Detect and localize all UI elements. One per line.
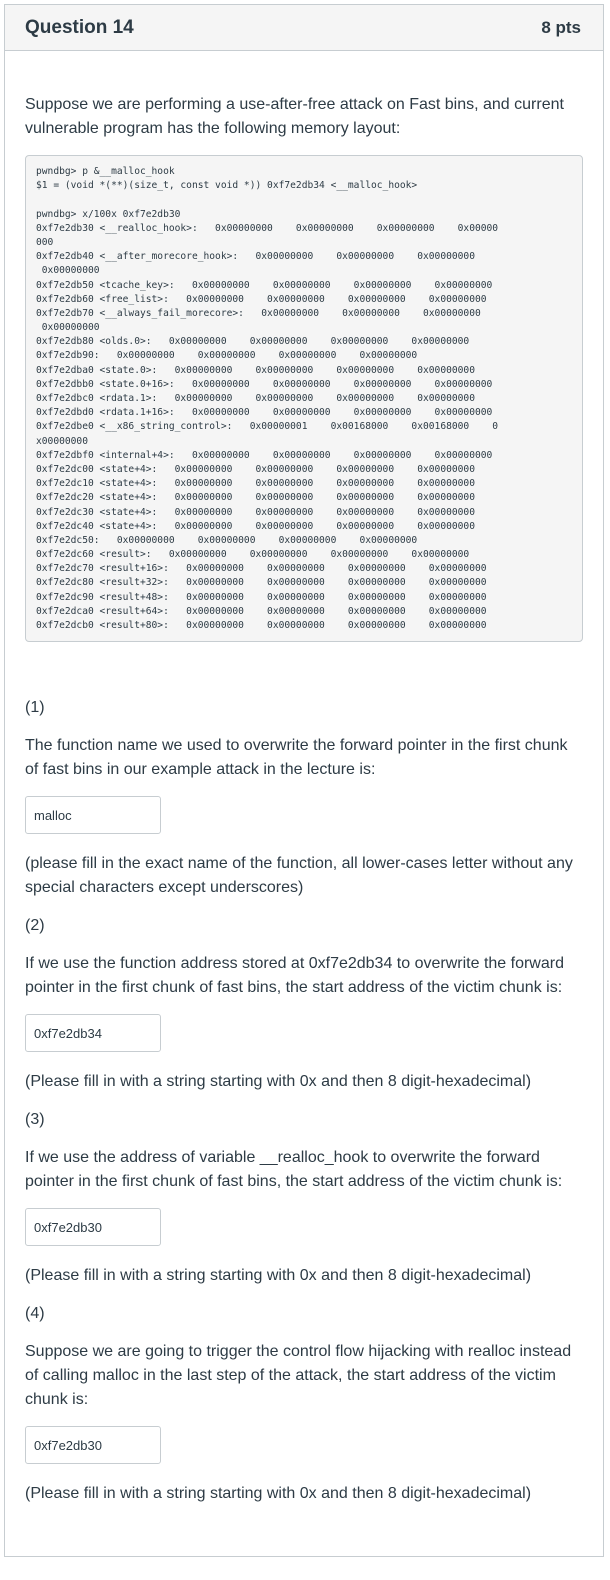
question-title: Question 14 (25, 16, 134, 38)
code-line: 0xf7e2dc90 <result+48>: 0x00000000 0x00000000 0x00000000 0x00000000 (36, 591, 487, 603)
code-line: 0xf7e2dc00 <state+4>: 0x00000000 0x00000000 0x00000000 0x00000000 (36, 463, 475, 475)
part-prompt: If we use the function address stored at 0xf7e2db34 to overwrite the forward pointer in the first chunk of fast bins, the start address of the victim chunk is: (25, 955, 564, 997)
code-line: $1 = (void *(**)(size_t, const void *)) 0xf7e2db34 <__malloc_hook> (36, 180, 418, 192)
part-label: (2) (25, 917, 45, 935)
code-line: 0xf7e2dca0 <result+64>: 0x00000000 0x00000000 0x00000000 0x00000000 (36, 605, 487, 617)
answer-input[interactable] (25, 796, 161, 834)
code-line: 0xf7e2dbe0 <__x86_string_control>: 0x00000001 0x00168000 0x00168000 0 (36, 421, 499, 433)
answer-input[interactable] (25, 1426, 161, 1464)
code-line: 0xf7e2dc20 <state+4>: 0x00000000 0x00000000 0x00000000 0x00000000 (36, 492, 475, 504)
code-line: 0xf7e2dc60 <result>: 0x00000000 0x00000000 0x00000000 0x00000000 (36, 549, 470, 561)
code-line: 0xf7e2db50 <tcache_key>: 0x00000000 0x00000000 0x00000000 0x00000000 (36, 279, 493, 291)
part-prompt: Suppose we are going to trigger the control flow hijacking with realloc instead of calling malloc in the last step of the attack, the start address of the victim chunk is: (25, 1343, 572, 1409)
part-label: (1) (25, 699, 45, 717)
code-line: 0xf7e2dc80 <result+32>: 0x00000000 0x00000000 0x00000000 0x00000000 (36, 577, 487, 589)
code-line: 0xf7e2dbc0 <rdata.1>: 0x00000000 0x00000000 0x00000000 0x00000000 (36, 393, 475, 404)
code-line: 0xf7e2dbb0 <state.0+16>: 0x00000000 0x00000000 0x00000000 0x00000000 (36, 378, 493, 390)
code-line: 0xf7e2dbd0 <rdata.1+16>: 0x00000000 0x00000000 0x00000000 0x00000000 (36, 407, 493, 419)
answer-input[interactable] (25, 1014, 161, 1052)
question-points: 8 pts (541, 17, 581, 37)
question-part-1 (25, 696, 583, 900)
answer-input[interactable] (25, 1208, 161, 1246)
code-line: 0xf7e2dba0 <state.0>: 0x00000000 0x00000000 0x00000000 0x00000000 (36, 364, 475, 376)
part-prompt: The function name we used to overwrite the forward pointer in the first chunk of fast bins in our example attack in the lecture is: (25, 737, 568, 779)
code-line: 0xf7e2db70 <__always_fail_morecore>: 0x00000000 0x00000000 0x00000000 (36, 307, 481, 319)
question-part-4 (25, 1302, 583, 1506)
part-hint: (Please fill in with a string starting with 0x and then 8 digit-hexadecimal) (25, 1485, 532, 1503)
question-part-2 (25, 914, 583, 1094)
part-label: (4) (25, 1305, 45, 1323)
code-line: 0x00000000 (36, 322, 100, 334)
code-line: 000 (36, 236, 54, 248)
code-line: 0xf7e2db60 <free_list>: 0x00000000 0x00000000 0x00000000 0x00000000 (36, 293, 487, 305)
part-hint: (please fill in the exact name of the function, all lower-cases letter without any special characters except underscores) (25, 855, 573, 897)
code-line: 0xf7e2dcb0 <result+80>: 0x00000000 0x00000000 0x00000000 0x00000000 (36, 620, 487, 631)
code-line: 0xf7e2db40 <__after_morecore_hook>: 0x00000000 0x00000000 0x00000000 (36, 251, 475, 263)
question-parts (25, 696, 583, 1506)
part-prompt: If we use the address of variable __realloc_hook to overwrite the forward pointer in the first chunk of fast bins, the start address of the victim chunk is: (25, 1149, 563, 1191)
code-line: 0xf7e2dbf0 <internal+4>: 0x00000000 0x00000000 0x00000000 0x00000000 (36, 449, 493, 461)
code-line: 0xf7e2db80 <olds.0>: 0x00000000 0x00000000 0x00000000 0x00000000 (36, 336, 470, 348)
part-hint: (Please fill in with a string starting with 0x and then 8 digit-hexadecimal) (25, 1267, 532, 1285)
code-line: pwndbg> x/100x 0xf7e2db30 (36, 208, 181, 220)
question-intro: Suppose we are performing a use-after-free attack on Fast bins, and current vulnerable program has the following memory layout: (25, 96, 564, 137)
code-line: x00000000 (36, 435, 88, 447)
memory-dump-code-block (25, 155, 583, 642)
code-line: pwndbg> p &__malloc_hook (36, 166, 175, 177)
code-line (36, 193, 572, 207)
part-hint: (Please fill in with a string starting with 0x and then 8 digit-hexadecimal) (25, 1073, 532, 1091)
question-header (5, 5, 603, 51)
code-line: 0xf7e2dc10 <state+4>: 0x00000000 0x00000000 0x00000000 0x00000000 (36, 478, 475, 490)
question-body (5, 93, 603, 1506)
code-line: 0xf7e2dc40 <state+4>: 0x00000000 0x00000000 0x00000000 0x00000000 (36, 520, 475, 532)
code-line: 0xf7e2dc30 <state+4>: 0x00000000 0x00000000 0x00000000 0x00000000 (36, 506, 475, 518)
code-line: 0x00000000 (36, 265, 100, 277)
code-line: 0xf7e2db90: 0x00000000 0x00000000 0x00000000 0x00000000 (36, 350, 418, 362)
question-card (4, 4, 604, 1557)
question-part-3 (25, 1108, 583, 1288)
code-line: 0xf7e2db30 <__realloc_hook>: 0x00000000 0x00000000 0x00000000 0x00000 (36, 222, 499, 234)
code-line: 0xf7e2dc50: 0x00000000 0x00000000 0x00000000 0x00000000 (36, 534, 418, 546)
code-line: 0xf7e2dc70 <result+16>: 0x00000000 0x00000000 0x00000000 0x00000000 (36, 563, 487, 575)
part-label: (3) (25, 1111, 45, 1129)
